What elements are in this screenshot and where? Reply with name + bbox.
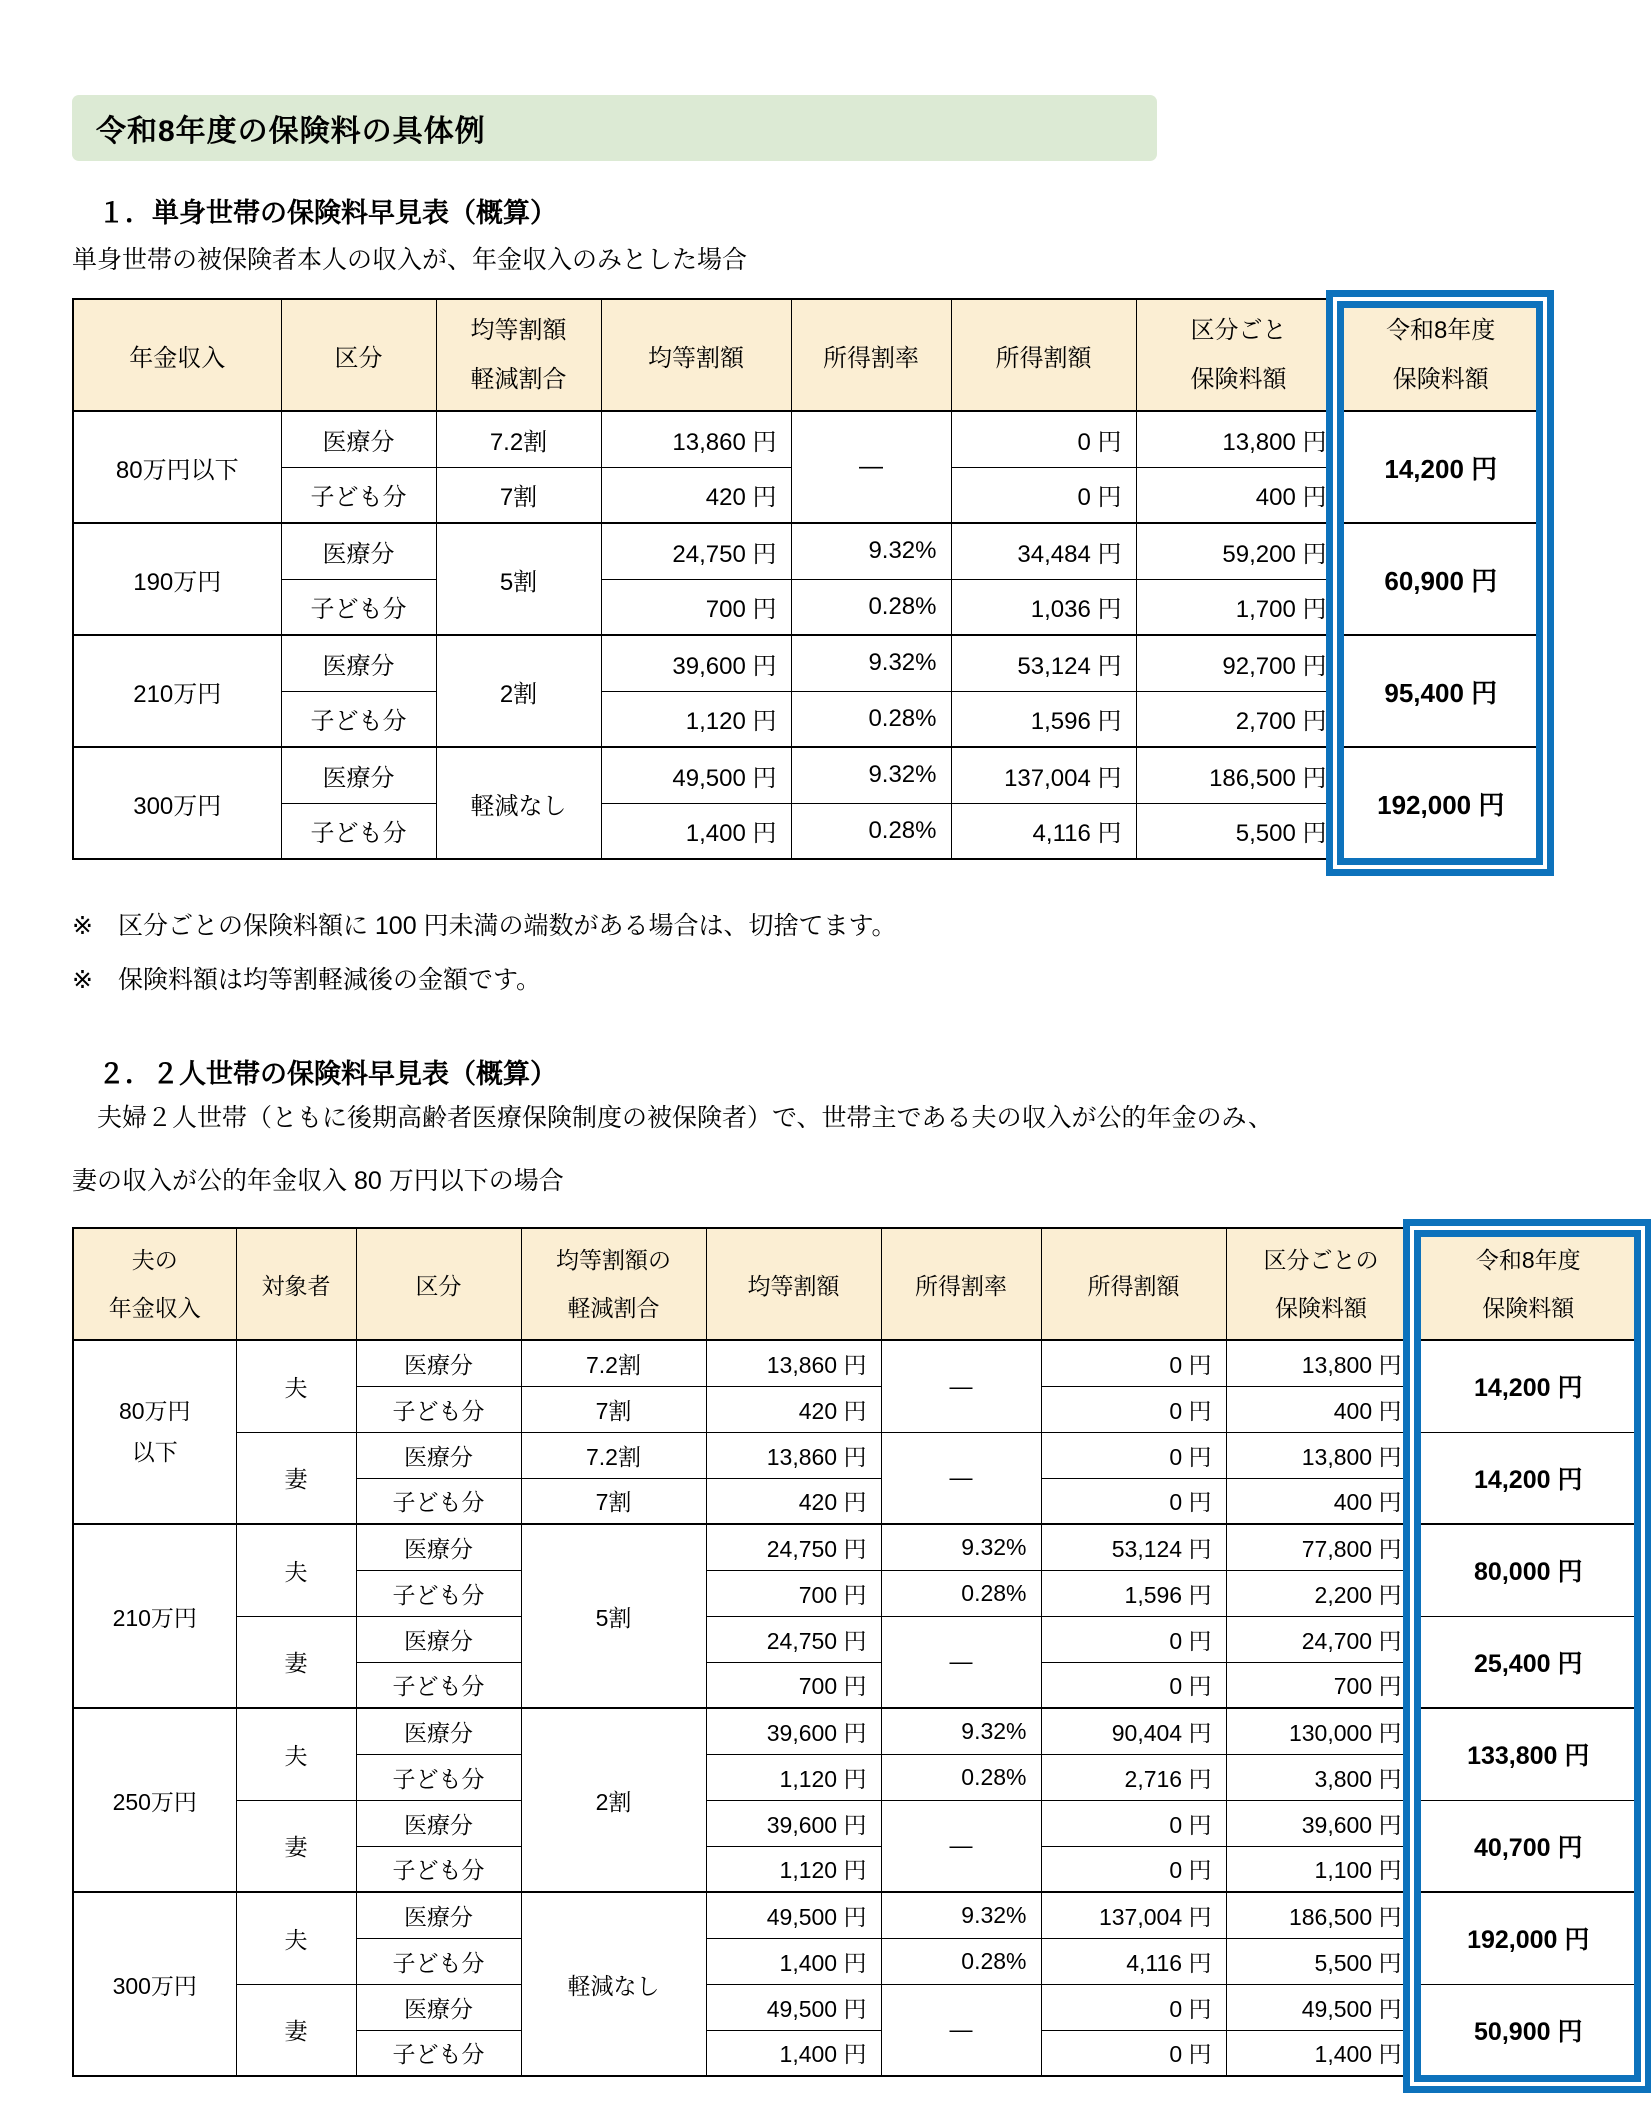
cell-category: 医療分 — [356, 1616, 521, 1662]
cell-per-capita: 49,500 円 — [706, 1892, 881, 1938]
cell-income-amount: 0 円 — [1041, 1846, 1226, 1892]
cell-income-rate: 0.28% — [881, 1754, 1041, 1800]
cell-reduction: 5割 — [436, 523, 601, 635]
cell-per-capita: 49,500 円 — [601, 747, 791, 803]
cell-income-rate: 0.28% — [791, 803, 951, 859]
cell-category: 子ども分 — [356, 1386, 521, 1432]
cell-total: 25,400 円 — [1416, 1616, 1641, 1708]
note: ※ 保険料額は均等割軽減後の金額です。 — [72, 966, 541, 994]
cell-person: 妻 — [236, 1800, 356, 1892]
col-header-line: 令和8年度 — [1475, 1246, 1581, 1273]
col-header-line: 夫の — [131, 1246, 178, 1273]
cell-total: 192,000 円 — [1416, 1892, 1641, 1984]
col-header-category: 区分 — [356, 1228, 521, 1340]
cell-income-rate: 0.28% — [791, 579, 951, 635]
cell-income-amount: 0 円 — [1041, 1616, 1226, 1662]
cell-total: 14,200 円 — [1341, 411, 1541, 523]
cell-reduction: 軽減なし — [436, 747, 601, 859]
col-header-income — [73, 1228, 236, 1340]
cell-category: 子ども分 — [356, 1570, 521, 1616]
cell-income-amount: 1,596 円 — [1041, 1570, 1226, 1616]
cell-per-category: 77,800 円 — [1226, 1524, 1416, 1570]
col-header-line: 区分ごとの — [1263, 1246, 1379, 1273]
cell-person: 夫 — [236, 1340, 356, 1432]
cell-category: 医療分 — [356, 1984, 521, 2030]
cell-reduction: 2割 — [436, 635, 601, 747]
table-row — [73, 1616, 1641, 1662]
cell-income-amount: 0 円 — [1041, 1432, 1226, 1478]
couple-household-table — [72, 1227, 1642, 2077]
cell-person: 夫 — [236, 1708, 356, 1800]
section2-heading: ２．２人世帯の保険料早見表（概算） — [98, 1059, 557, 1089]
cell-income-amount: 0 円 — [1041, 1984, 1226, 2030]
cell-income-amount: 0 円 — [1041, 1662, 1226, 1708]
cell-income-rate: 9.32% — [791, 747, 951, 803]
col-header-reduction — [436, 299, 601, 411]
col-header-per-category — [1226, 1228, 1416, 1340]
cell-person: 妻 — [236, 1432, 356, 1524]
cell-category: 医療分 — [356, 1340, 521, 1386]
col-header-income: 年金収入 — [73, 299, 281, 411]
table-row — [73, 523, 1541, 579]
cell-category: 子ども分 — [281, 691, 436, 747]
cell-person: 妻 — [236, 1984, 356, 2076]
table-row — [73, 1432, 1641, 1478]
col-header-income-amount: 所得割額 — [951, 299, 1136, 411]
cell-person: 夫 — [236, 1892, 356, 1984]
cell-income-rate: ― — [791, 411, 951, 523]
cell-income-rate: ― — [881, 1340, 1041, 1432]
table-row — [73, 747, 1541, 803]
cell-per-category: 3,800 円 — [1226, 1754, 1416, 1800]
cell-category: 医療分 — [356, 1524, 521, 1570]
cell-per-capita: 1,400 円 — [706, 2030, 881, 2076]
cell-category: 子ども分 — [281, 467, 436, 523]
cell-per-capita: 1,120 円 — [706, 1754, 881, 1800]
description-line: 妻の収入が公的年金収入 80 万円以下の場合 — [72, 1167, 564, 1195]
cell-income — [73, 1340, 236, 1524]
cell-total: 80,000 円 — [1416, 1524, 1641, 1616]
cell-category: 子ども分 — [356, 2030, 521, 2076]
col-header-line: 均等割額 — [470, 316, 567, 344]
cell-income-rate: 0.28% — [791, 691, 951, 747]
page-title: 令和8年度の保険料の具体例 — [96, 115, 486, 148]
cell-income-line: 以下 — [131, 1439, 178, 1465]
cell-income-amount: 90,404 円 — [1041, 1708, 1226, 1754]
cell-income: 190万円 — [73, 523, 281, 635]
cell-per-category: 5,500 円 — [1226, 1938, 1416, 1984]
cell-per-category: 400 円 — [1226, 1386, 1416, 1432]
col-header-line: 均等割額の — [556, 1246, 671, 1273]
cell-per-category: 59,200 円 — [1136, 523, 1341, 579]
cell-per-capita: 1,120 円 — [706, 1846, 881, 1892]
table-row — [73, 803, 1541, 859]
couple-household-table-wrap — [72, 1227, 1651, 2077]
cell-income: 210万円 — [73, 1524, 236, 1708]
cell-income-amount: 137,004 円 — [951, 747, 1136, 803]
table-row — [73, 1524, 1641, 1570]
header-row — [73, 1228, 1641, 1340]
cell-reduction: 7.2割 — [436, 411, 601, 467]
cell-income-amount: 4,116 円 — [951, 803, 1136, 859]
cell-income: 300万円 — [73, 747, 281, 859]
col-header-line: 保険料額 — [1275, 1295, 1367, 1321]
table-row — [73, 1340, 1641, 1386]
cell-income-rate: 9.32% — [881, 1524, 1041, 1570]
cell-per-capita: 1,400 円 — [706, 1938, 881, 1984]
cell-category: 医療分 — [356, 1708, 521, 1754]
cell-per-capita: 39,600 円 — [706, 1708, 881, 1754]
cell-income-rate: 0.28% — [881, 1938, 1041, 1984]
cell-per-category: 49,500 円 — [1226, 1984, 1416, 2030]
cell-income: 80万円以下 — [73, 411, 281, 523]
cell-reduction: 軽減なし — [521, 1892, 706, 2076]
table-row — [73, 411, 1541, 467]
cell-per-category: 186,500 円 — [1226, 1892, 1416, 1938]
cell-income-rate: ― — [881, 1984, 1041, 2076]
cell-per-capita: 1,400 円 — [601, 803, 791, 859]
col-header-per-capita: 均等割額 — [601, 299, 791, 411]
cell-income-rate: 9.32% — [881, 1892, 1041, 1938]
col-header-line: 軽減割合 — [470, 366, 567, 393]
cell-per-category: 1,100 円 — [1226, 1846, 1416, 1892]
cell-income-amount: 4,116 円 — [1041, 1938, 1226, 1984]
cell-category: 医療分 — [281, 747, 436, 803]
section1-heading: １．単身世帯の保険料早見表（概算） — [98, 198, 557, 228]
cell-income-rate: ― — [881, 1800, 1041, 1892]
table-row — [73, 579, 1541, 635]
cell-per-capita: 24,750 円 — [706, 1616, 881, 1662]
cell-income-amount: 0 円 — [1041, 1478, 1226, 1524]
cell-income-amount: 0 円 — [951, 411, 1136, 467]
cell-reduction: 7割 — [436, 467, 601, 523]
cell-per-capita: 24,750 円 — [706, 1524, 881, 1570]
table-row — [73, 635, 1541, 691]
cell-income-rate: 9.32% — [791, 635, 951, 691]
cell-per-capita: 700 円 — [706, 1570, 881, 1616]
cell-per-capita: 13,860 円 — [601, 411, 791, 467]
cell-category: 医療分 — [356, 1432, 521, 1478]
cell-income-amount: 1,036 円 — [951, 579, 1136, 635]
cell-reduction: 7割 — [521, 1386, 706, 1432]
note: ※ 区分ごとの保険料額に 100 円未満の端数がある場合は、切捨てます。 — [72, 912, 897, 940]
cell-per-category: 1,700 円 — [1136, 579, 1341, 635]
table-row — [73, 1892, 1641, 1938]
page-title-banner — [72, 95, 1157, 161]
cell-per-capita: 39,600 円 — [706, 1800, 881, 1846]
col-header-income-amount: 所得割額 — [1041, 1228, 1226, 1340]
cell-per-capita: 700 円 — [706, 1662, 881, 1708]
cell-total: 95,400 円 — [1341, 635, 1541, 747]
single-household-table-wrap — [72, 298, 1651, 860]
cell-income: 210万円 — [73, 635, 281, 747]
cell-category: 医療分 — [281, 411, 436, 467]
cell-income-amount: 2,716 円 — [1041, 1754, 1226, 1800]
cell-per-capita: 700 円 — [601, 579, 791, 635]
col-header-line: 保険料額 — [1482, 1295, 1575, 1321]
cell-total: 14,200 円 — [1416, 1432, 1641, 1524]
cell-per-capita: 24,750 円 — [601, 523, 791, 579]
cell-income-amount: 34,484 円 — [951, 523, 1136, 579]
cell-per-category: 39,600 円 — [1226, 1800, 1416, 1846]
cell-income-amount: 0 円 — [1041, 1800, 1226, 1846]
cell-category: 子ども分 — [356, 1846, 521, 1892]
col-header-total — [1341, 299, 1541, 411]
cell-per-category: 92,700 円 — [1136, 635, 1341, 691]
cell-per-capita: 49,500 円 — [706, 1984, 881, 2030]
cell-total: 60,900 円 — [1341, 523, 1541, 635]
section1-subtitle: 単身世帯の被保険者本人の収入が、年金収入のみとした場合 — [72, 246, 748, 274]
cell-category: 子ども分 — [281, 803, 436, 859]
cell-income-rate: ― — [881, 1432, 1041, 1524]
cell-income: 300万円 — [73, 1892, 236, 2076]
cell-category: 子ども分 — [356, 1662, 521, 1708]
cell-reduction: 5割 — [521, 1524, 706, 1708]
cell-per-category: 130,000 円 — [1226, 1708, 1416, 1754]
cell-per-category: 24,700 円 — [1226, 1616, 1416, 1662]
cell-per-category: 13,800 円 — [1226, 1340, 1416, 1386]
col-header-per-category — [1136, 299, 1341, 411]
cell-category: 医療分 — [356, 1892, 521, 1938]
cell-income-rate: 9.32% — [881, 1708, 1041, 1754]
cell-income-rate: ― — [881, 1616, 1041, 1708]
cell-per-category: 13,800 円 — [1226, 1432, 1416, 1478]
col-header-person: 対象者 — [236, 1228, 356, 1340]
table-row — [73, 1800, 1641, 1846]
cell-person: 妻 — [236, 1616, 356, 1708]
cell-per-capita: 420 円 — [706, 1478, 881, 1524]
cell-category: 子ども分 — [356, 1938, 521, 1984]
cell-per-category: 700 円 — [1226, 1662, 1416, 1708]
cell-total: 133,800 円 — [1416, 1708, 1641, 1800]
cell-per-capita: 420 円 — [601, 467, 791, 523]
cell-total: 50,900 円 — [1416, 1984, 1641, 2076]
cell-reduction: 2割 — [521, 1708, 706, 1892]
cell-category: 子ども分 — [281, 579, 436, 635]
notes — [72, 906, 1651, 996]
cell-income-amount: 0 円 — [951, 467, 1136, 523]
col-header-line: 軽減割合 — [567, 1295, 660, 1321]
cell-per-capita: 1,120 円 — [601, 691, 791, 747]
cell-category: 子ども分 — [356, 1478, 521, 1524]
cell-income-amount: 53,124 円 — [951, 635, 1136, 691]
cell-person: 夫 — [236, 1524, 356, 1616]
col-header-line: 令和8年度 — [1386, 316, 1496, 344]
col-header-income-rate: 所得割率 — [881, 1228, 1041, 1340]
col-header-per-capita: 均等割額 — [706, 1228, 881, 1340]
cell-category: 医療分 — [356, 1800, 521, 1846]
table-row — [73, 1708, 1641, 1754]
col-header-total — [1416, 1228, 1641, 1340]
description-line: 夫婦２人世帯（ともに後期高齢者医療保険制度の被保険者）で、世帯主である夫の収入が公的年金のみ、 — [72, 1104, 1274, 1132]
col-header-income-rate: 所得割率 — [791, 299, 951, 411]
col-header-line: 保険料額 — [1392, 366, 1489, 393]
cell-income: 250万円 — [73, 1708, 236, 1892]
cell-income-amount: 1,596 円 — [951, 691, 1136, 747]
cell-total: 40,700 円 — [1416, 1800, 1641, 1892]
col-header-line: 区分ごと — [1190, 316, 1287, 344]
cell-per-capita: 39,600 円 — [601, 635, 791, 691]
cell-income-amount: 53,124 円 — [1041, 1524, 1226, 1570]
cell-reduction: 7.2割 — [521, 1432, 706, 1478]
cell-per-category: 2,200 円 — [1226, 1570, 1416, 1616]
cell-income-amount: 0 円 — [1041, 1386, 1226, 1432]
cell-per-capita: 420 円 — [706, 1386, 881, 1432]
col-header-reduction — [521, 1228, 706, 1340]
cell-category: 医療分 — [281, 523, 436, 579]
single-household-table — [72, 298, 1542, 860]
cell-per-capita: 13,860 円 — [706, 1340, 881, 1386]
col-header-category: 区分 — [281, 299, 436, 411]
cell-income-amount: 137,004 円 — [1041, 1892, 1226, 1938]
cell-income-line: 80万円 — [118, 1397, 191, 1424]
table-row — [73, 691, 1541, 747]
cell-income-amount: 0 円 — [1041, 2030, 1226, 2076]
cell-per-category: 13,800 円 — [1136, 411, 1341, 467]
table-row — [73, 1984, 1641, 2030]
col-header-line: 年金収入 — [108, 1295, 201, 1321]
cell-per-category: 186,500 円 — [1136, 747, 1341, 803]
cell-total: 14,200 円 — [1416, 1340, 1641, 1432]
cell-category: 医療分 — [281, 635, 436, 691]
col-header-line: 保険料額 — [1190, 366, 1287, 393]
cell-per-category: 2,700 円 — [1136, 691, 1341, 747]
cell-per-category: 400 円 — [1136, 467, 1341, 523]
cell-per-capita: 13,860 円 — [706, 1432, 881, 1478]
cell-total: 192,000 円 — [1341, 747, 1541, 859]
cell-income-amount: 0 円 — [1041, 1340, 1226, 1386]
cell-category: 子ども分 — [356, 1754, 521, 1800]
cell-reduction: 7.2割 — [521, 1340, 706, 1386]
cell-reduction: 7割 — [521, 1478, 706, 1524]
cell-per-category: 5,500 円 — [1136, 803, 1341, 859]
cell-per-category: 1,400 円 — [1226, 2030, 1416, 2076]
cell-per-category: 400 円 — [1226, 1478, 1416, 1524]
cell-income-rate: 9.32% — [791, 523, 951, 579]
cell-income-rate: 0.28% — [881, 1570, 1041, 1616]
section2-description — [72, 1101, 1651, 1199]
header-row — [73, 299, 1541, 411]
